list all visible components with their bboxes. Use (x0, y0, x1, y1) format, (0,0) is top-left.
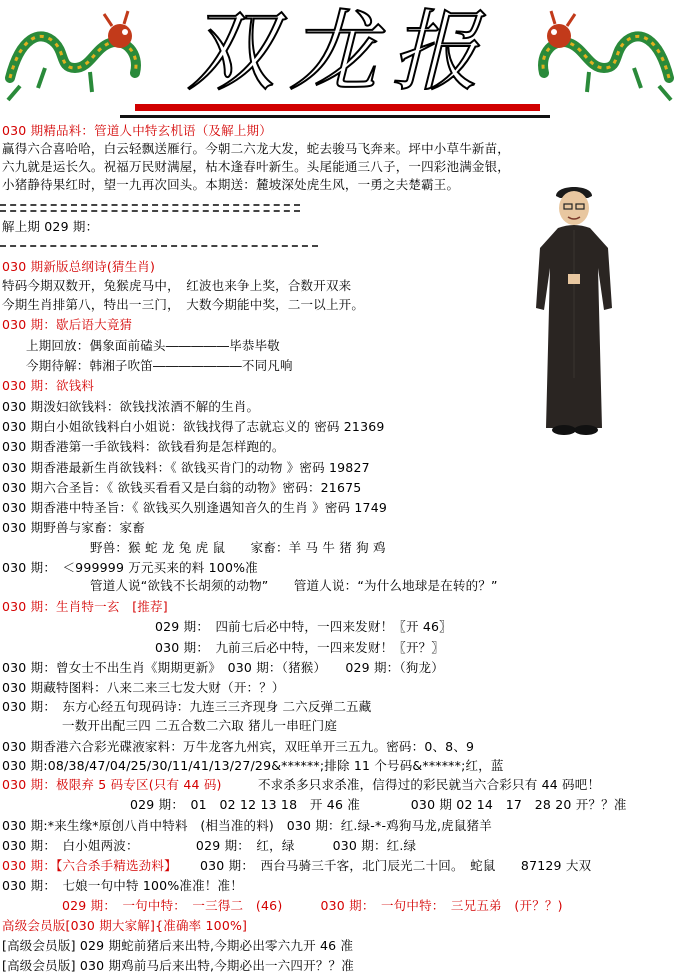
text-line: 029 期： 01 02 12 13 18 开 46 准 030 期 02 14 17 28 20 开？？准 (130, 797, 627, 812)
text-line: 030 期： 七娘一句中特 100%准准！准！ (2, 878, 243, 893)
standing-man-image (528, 178, 620, 440)
masthead-header (0, 0, 679, 122)
text-line: 030 期： ＜999999 万元买来的料 100%准 (2, 560, 258, 575)
text-line: 030 期香港中特圣旨：《 欲钱买久别逢遇知音久的生肖 》密码 1749 (2, 500, 388, 515)
text-line: 030 期新版总纲诗(猜生肖) (2, 259, 156, 274)
text-line: 一数开出配三四 二五合数二六取 猪儿一串旺门庭 (62, 718, 338, 733)
text-line: 030 期:*来生缘*原创八肖中特料 (相当准的料) 030 期：红.绿-*-鸡狗马龙,虎鼠猪羊 (2, 818, 492, 833)
text-line: 030 期泼妇欲钱料：欲钱找浓酒不解的生肖。 (2, 399, 260, 414)
text-line: 030 期香港六合彩光碟液家料：万牛龙客九州宾，双旺单开三五九。密码：0、8、9 (2, 739, 475, 754)
header-black-rule (120, 115, 550, 118)
dragon-left-icon (0, 8, 150, 108)
text-line: 高级会员版[030 期大家解]{准确率 100%] (2, 918, 248, 933)
text-line: 030 期：【六合杀手精选劲料】 (2, 858, 177, 873)
text-line: 030 期： 东方心经五句现码诗：九连三三齐现身 二六反弹二五藏 (2, 699, 372, 714)
text-line: 小猪静待果红时，望一九再次回头。本期送：麓坡深处虎生风，一勇之夫楚霸王。 (2, 177, 460, 192)
text-line: [高级会员版] 029 期蛇前猪后来出特,今期必出零六九开 46 准 (2, 938, 354, 953)
text-line: 030 期：曾女士不出生肖《期期更新》 030 期：（猪猴） 029 期：（狗龙） (2, 660, 444, 675)
masthead-title: 双龙报 (186, 0, 493, 103)
text-line: 030 期：歇后语大竟猜 (2, 317, 133, 332)
text-line: 030 期藏特图料：八来二来三七发大财（开：？） (2, 680, 285, 695)
text-line: 030 期白小姐欲钱料白小姐说：欲钱找得了志就忘义的 密码 21369 (2, 419, 385, 434)
text-line: 030 期六合圣旨：《 欲钱买看看又是白翁的动物》密码：21675 (2, 480, 362, 495)
text-line: 管道人说“欲钱不长胡须的动物” 管道人说：“为什么地球是在转的？” (90, 578, 498, 593)
text-line: 赢得六合喜哈哈，白云轻飘送雁行。今朝二六龙大发，蛇去骏马飞奔来。坪中小草牛新苗， (2, 141, 511, 156)
text-line: 029 期： 四前七后必中特，一四来发财！〖开 46〗 (155, 619, 452, 634)
text-line: 030 期： 九前三后必中特，一四来发财！〖开？〗 (155, 640, 445, 655)
divider-rule (0, 204, 300, 206)
text-line: 六九就是运长久。祝福万民财满屋，枯木逢春叶新生。头尾能通三八子，一四彩池满金银， (2, 159, 511, 174)
text-line: 030 期:08/38/47/04/25/30/11/41/13/27/29&******;排除 11 个号码&******;红，蓝 (2, 758, 504, 773)
text-line: 029 期： 一句中特： 一三得二 (46) 030 期： 一句中特： 三兄五弟 (开？？) (62, 898, 563, 913)
header-red-rule (135, 104, 540, 111)
text-line: 今期待解：韩湘子吹笛―――――――不同凡响 (26, 358, 293, 373)
text-line: 030 期：欲钱料 (2, 378, 95, 393)
text-line: 030 期香港第一手欲钱料：欲钱看狗是怎样跑的。 (2, 439, 285, 454)
divider-rule (0, 210, 300, 212)
text-line: 今期生肖排第八，特出一三门， 大数今期能中奖，二一以上开。 (2, 297, 365, 312)
text-line: 上期回放：偶象面前磕头―――――毕恭毕敬 (26, 338, 281, 353)
text-line: 特码今期双数开，兔猴虎马中， 红波也来争上奖，合数开双来 (2, 278, 352, 293)
text-line: 030 期野兽与家畜：家畜 (2, 520, 145, 535)
text-line: [高级会员版] 030 期鸡前马后来出特,今期必出一六四开？？准 (2, 958, 354, 973)
text-line: 030 期： 白小姐两波： 029 期： 红，绿 030 期：红.绿 (2, 838, 417, 853)
text-line: 030 期：生肖特一玄 [推荐] (2, 599, 168, 614)
dragon-right-icon (529, 8, 679, 108)
divider-rule (0, 245, 318, 247)
text-line: 030 期香港最新生肖欲钱料：《 欲钱买肯门的动物 》密码 19827 (2, 460, 370, 475)
text-line: 030 期： 西台马骑三千客，北门辰光二十回。 蛇鼠 87129 大双 (200, 858, 592, 873)
text-line: 不求杀多只求杀准，信得过的彩民就当六合彩只有 44 码吧！ (258, 777, 601, 792)
text-line: 野兽：猴 蛇 龙 兔 虎 鼠 家畜：羊 马 牛 猪 狗 鸡 (90, 540, 386, 555)
text-line: 030 期精品料：管道人中特玄机语（及解上期） (2, 123, 272, 138)
text-line: 解上期 029 期： (2, 219, 99, 234)
text-line: 030 期：极限弃 5 码专区(只有 44 码) (2, 777, 222, 792)
